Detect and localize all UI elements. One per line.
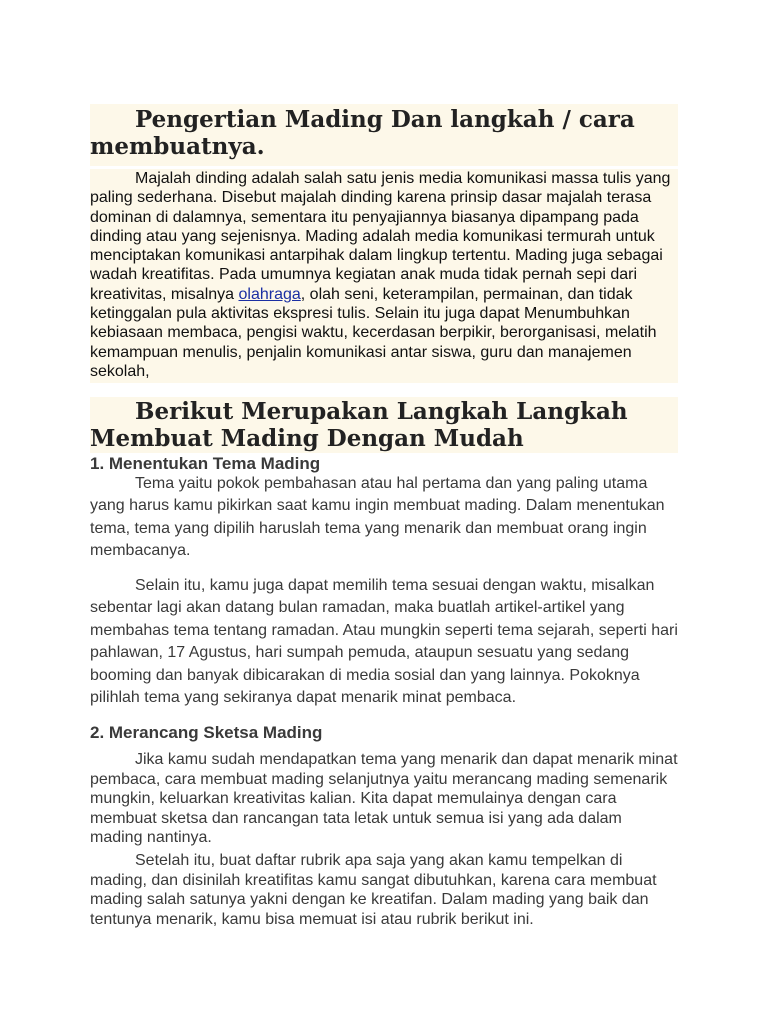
section-1-paragraph-2: Selain itu, kamu juga dapat memilih tema sesuai dengan waktu, misalkan sebentar lagi akan datang bulan ramadan, maka buatlah artikel-artikel yang membahas tema tentang ramadan. Atau mungkin seperti tema sejarah, seperti hari pahlawan, 17 Agustus, hari sumpah pemuda, ataupun sesuatu yang sedang booming dan banyak dibicarakan di media sosial dan yang lainnya. Pokoknya pilihlah tema yang sekiranya dapat menarik minat pembaca. xyxy=(90,577,678,707)
intro-text-before-link: Majalah dinding adalah salah satu jenis media komunikasi massa tulis yang paling sederhana. Disebut majalah dinding karena prinsip dasar majalah terasa dominan di dalamnya, sementara itu penyajiannya biasanya dipampang pada dinding atau yang sejenisnya. Mading adalah media komunikasi termurah untuk menciptakan komunikasi antarpihak dalam lingkup tertentu. Mading juga sebagai wadah kreatifitas. Pada umumnya kegiatan anak muda tidak pernah sepi dari kreativitas, misalnya xyxy=(90,170,671,303)
intro-paragraph xyxy=(90,169,678,383)
section-2-paragraph-1: Jika kamu sudah mendapatkan tema yang menarik dan dapat menarik minat pembaca, cara membuat mading selanjutnya yaitu merancang mading semenarik mungkin, keluarkan kreativitas kalian. Kita dapat memulainya dengan cara membuat sketsa dan rancangan tata letak untuk semua isi yang ada dalam mading nantinya. xyxy=(90,751,678,847)
article-title: Pengertian Mading Dan langkah / cara membuatnya. xyxy=(90,104,678,166)
section-1-paragraph-1: Tema yaitu pokok pembahasan atau hal pertama dan yang paling utama yang harus kamu pikirkan saat kamu ingin membuat mading. Dalam menentukan tema, tema yang dipilih haruslah tema yang menarik dan membuat orang ingin membacanya. xyxy=(90,475,665,560)
olahraga-link[interactable]: olahraga xyxy=(238,285,301,303)
section-2-paragraph-2: Setelah itu, buat daftar rubrik apa saja yang akan kamu tempelkan di mading, dan disinilah kreatifitas kamu sangat dibutuhkan, karena cara membuat mading salah satunya yakni dengan ke kreatifan. Dalam mading yang baik dan tentunya menarik, kamu bisa memuat isi atau rubrik berikut ini. xyxy=(90,852,657,928)
section-2-heading: 2. Merancang Sketsa Mading xyxy=(90,723,323,742)
intro-text-after-link: , olah seni, keterampilan, permainan, dan tidak ketinggalan pula aktivitas ekspresi tulis. Selain itu juga dapat Menumbuhkan kebiasaan membaca, pengisi waktu, kecerdasan berpikir, berorganisasi, melatih kemampuan menulis, penjalin komunikasi antar siswa, guru dan manajemen sekolah, xyxy=(90,285,657,380)
steps-heading: Berikut Merupakan Langkah Langkah Membuat Mading Dengan Mudah xyxy=(90,397,678,453)
section-1-heading: 1. Menentukan Tema Mading xyxy=(90,454,321,473)
